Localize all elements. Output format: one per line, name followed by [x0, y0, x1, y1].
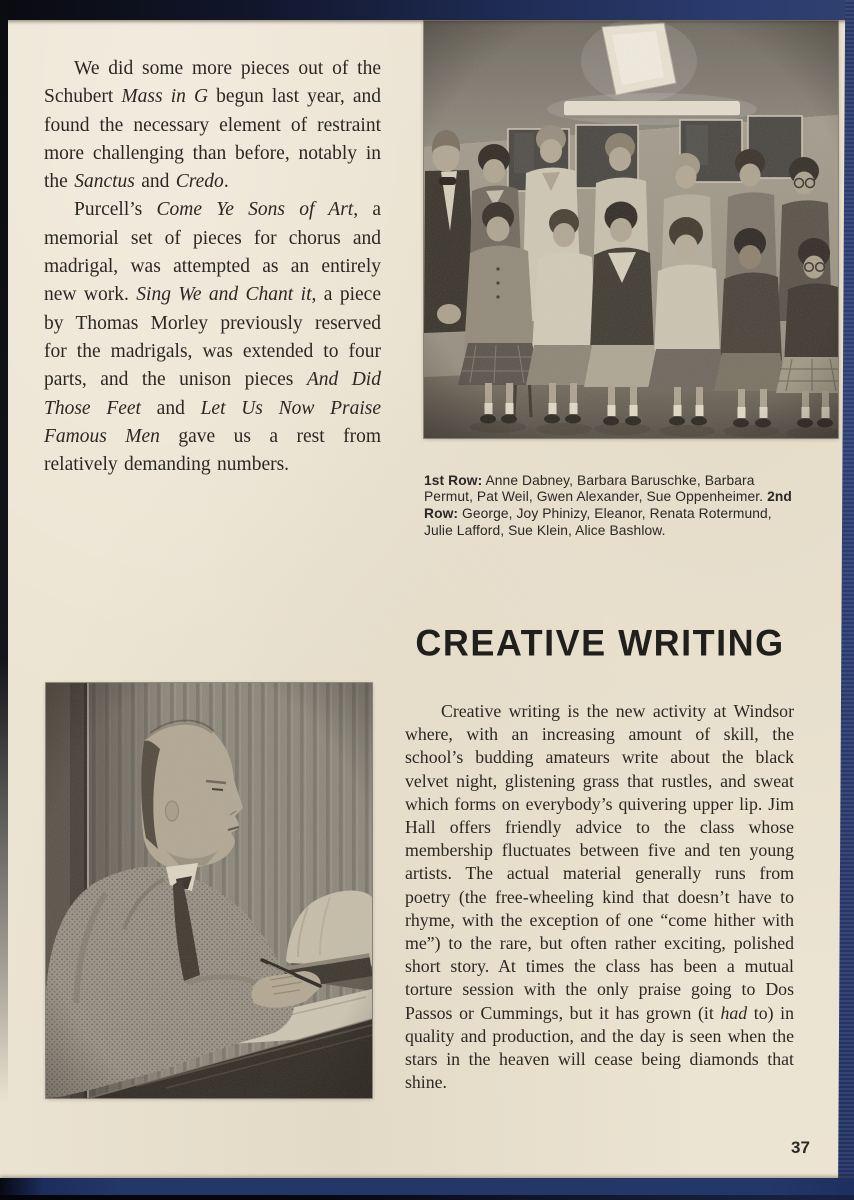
chorus-group-photo: [424, 21, 838, 438]
section-heading: CREATIVE WRITING: [415, 621, 785, 664]
book-binding-right: [838, 0, 854, 1200]
book-edge-top: [0, 0, 854, 20]
book-edge-left: [0, 0, 8, 1200]
right-column: [405, 700, 794, 1094]
book-binding-bottom: [0, 1178, 854, 1200]
page-number: 37: [791, 1138, 810, 1157]
photo-caption: 1st Row: Anne Dabney, Barbara Baruschke, Barbara Permut, Pat Weil, Gwen Alexander, Sue Oppenheimer. 2nd Row: George, Joy Phinizy, Eleanor, Renata Rotermund, Julie Lafford, Sue Klein, Alice Bashlow.: [424, 472, 792, 538]
body-paragraph: Purcell’s Come Ye Sons of Art, a memorial set of pieces for chorus and madrigal, was attempted as an entirely new work. Sing We and Chant it, a piece by Thomas Morley previously reserved for the madrigals, was extended to four parts, and the unison pieces And Did Those Feet and Let Us Now Praise Famous Men gave us a rest from relatively demanding numbers.: [44, 199, 381, 476]
man-at-desk-photo: [46, 683, 372, 1098]
body-paragraph: Creative writing is the new activity at Windsor where, with an increasing amount of skill, the school’s budding amateurs write about the black velvet night, glistening grass that rustles, and sweat which forms on everybody’s quivering upper lip. Jim Hall offers friendly advice to the class whose membership fluctuates between five and ten young artists. The actual material generally runs from poetry (the free-wheeling kind that doesn’t have to rhyme, with the exception of one “come hither with me”) to the rare, but often rather exciting, polished short story. At times the class has been a mutual torture session with the only praise going to Dos Passos or Cummings, but it has grown (it had to) in quality and production, and the day is seen when the stars in the heaven will cease being diamonds that shine.: [405, 701, 794, 1093]
left-column: [44, 55, 381, 479]
body-paragraph: We did some more pieces out of the Schubert Mass in G begun last year, and found the necessary element of restraint more challenging than before, notably in the Sanctus and Credo.: [44, 58, 381, 193]
